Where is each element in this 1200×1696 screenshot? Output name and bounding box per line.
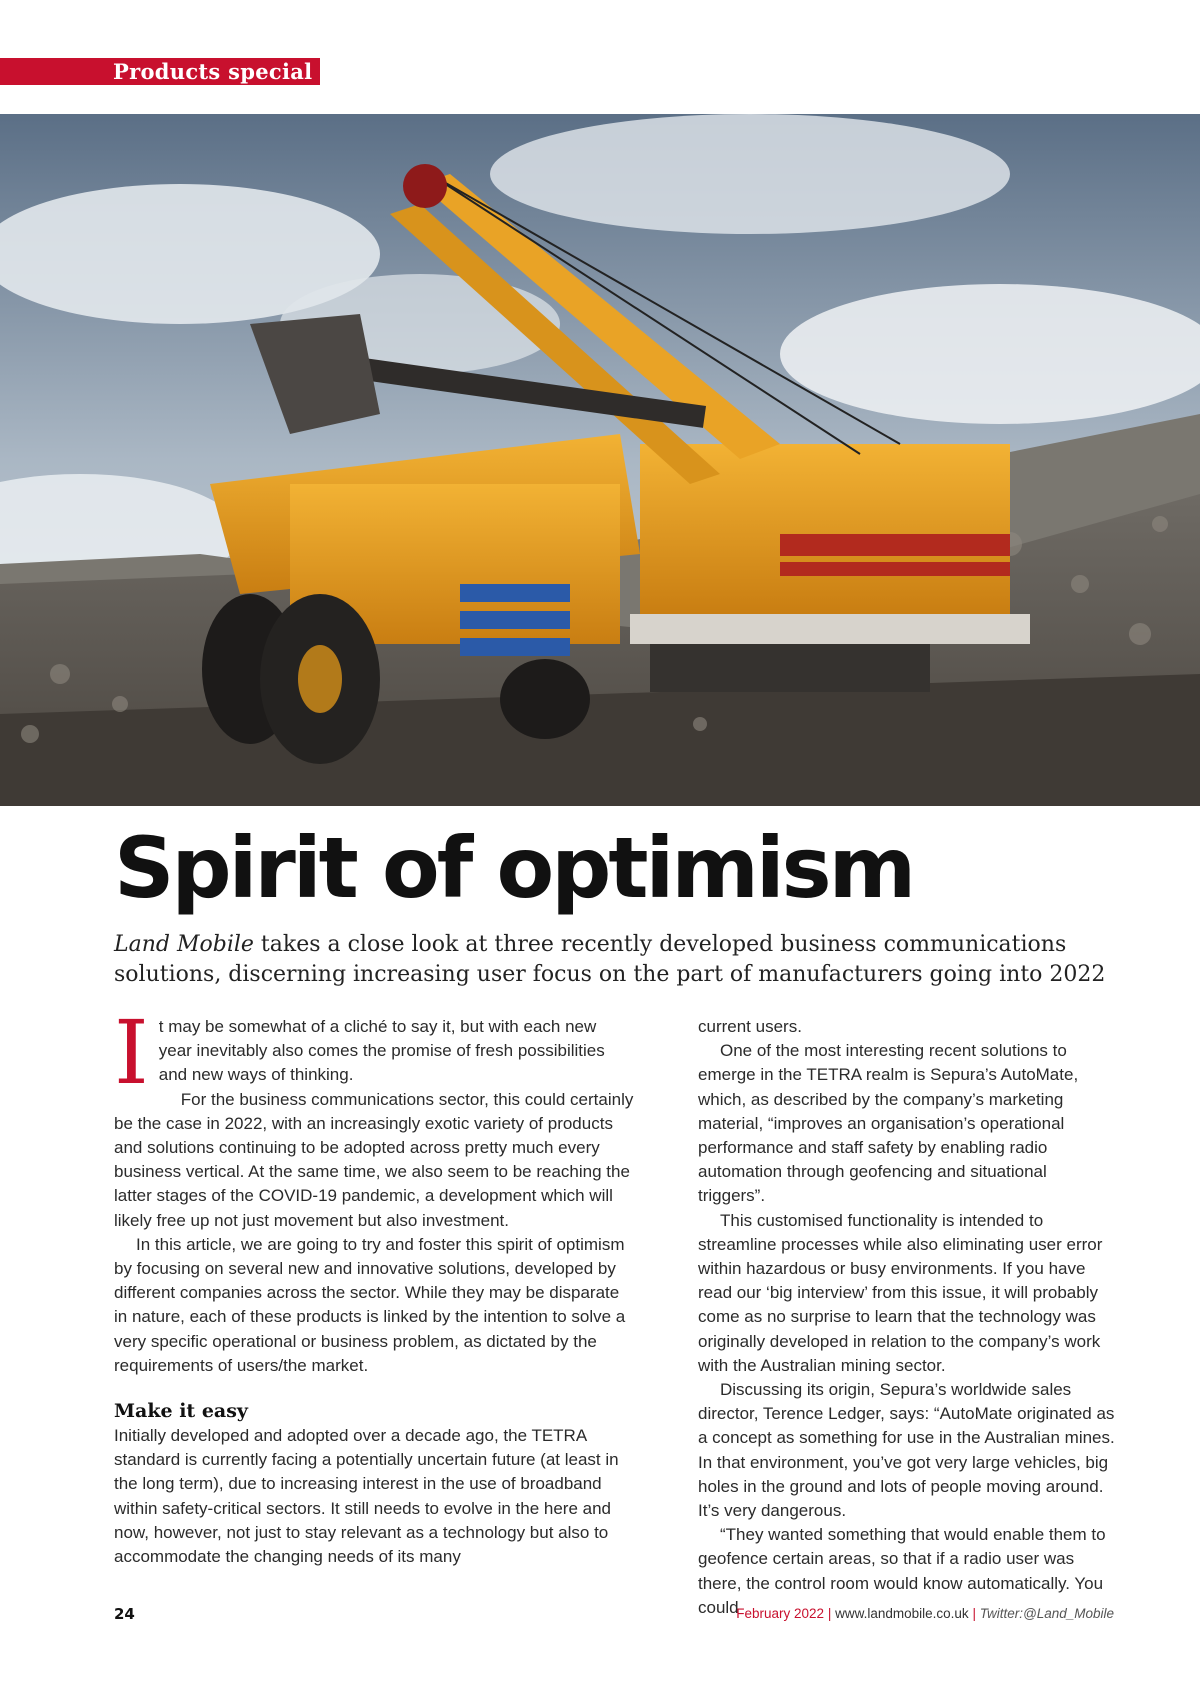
paragraph-text: t may be somewhat of a cliché to say it, but with each new year inevitably also comes the promise of fresh possibilities and new ways of thinking. [158,1017,605,1085]
drop-cap: I [114,1001,149,1104]
section-tag: Products special [0,58,320,85]
headline: Spirit of optimism [114,819,914,917]
mining-excavator-photo-icon [0,114,1200,806]
paragraph: For the business communications sector, this could certainly be the case in 2022, with an increasingly exotic variety of products and solutions continuing to be adopted across pretty much every business vertical. At the same time, we also seem to be reaching the latter stages of the COVID-19 pandemic, a development which will likely free up not just movement but also investment. [114,1089,634,1230]
twitter-handle[interactable]: Twitter:@Land_Mobile [979,1606,1114,1621]
issue-date: February 2022 [736,1606,825,1621]
subheading: Make it easy [114,1400,248,1423]
paragraph: Initially developed and adopted over a decade ago, the TETRA standard is currently facing a potentially uncertain future (at least in the long term), due to increasing interest in the use of broadband within safety-critical sectors. It still needs to evolve in the here and now, however, not just to stay relevant as a technology but also to accommodate the changing needs of its many [114,1426,619,1567]
paragraph [114,1001,634,1104]
paragraph: In this article, we are going to try and foster this spirit of optimism by focusing on several new and innovative solutions, developed by different companies across the sector. While they may be disparate in nature, each of these products is linked by the intention to solve a very specific operational or business problem, as dictated by the requirements of users/the market. [114,1234,626,1375]
paragraph: This customised functionality is intended to streamline processes while also eliminating user error within hazardous or busy environments. If you have read our ‘big interview’ from this issue, it will probably come as no surprise to learn that the technology was originally developed in relation to the company’s work with the Australian mining sector. [698,1210,1103,1375]
standfirst-text: takes a close look at three recently developed business communications solutions, discerning increasing user focus on the part of manufacturers going into 2022 [114,932,1106,987]
page-number: 24 [114,1605,135,1623]
paragraph: “They wanted something that would enable them to geofence certain areas, so that if a radio user was there, the control room would know automatically. You could [698,1525,1106,1617]
left-column [114,1001,634,1569]
separator: | [972,1606,976,1621]
publication-name: Land Mobile [114,932,254,957]
hero-photo [0,114,1200,806]
footer-credits [736,1606,1114,1621]
paragraph: Discussing its origin, Sepura’s worldwide sales director, Terence Ledger, says: “AutoMate originated as a concept as something for use in the Australian mines. In that environment, you’ve got very large vehicles, big holes in the ground and lots of people moving around. It’s very dangerous. [698,1380,1115,1521]
standfirst [114,930,1114,990]
separator: | [827,1606,832,1621]
right-column [698,1015,1118,1620]
paragraph: current users. [698,1017,802,1036]
website-link[interactable]: www.landmobile.co.uk [835,1606,969,1621]
paragraph: One of the most interesting recent solutions to emerge in the TETRA realm is Sepura’s AutoMate, which, as described by the company’s marketing material, “improves an organisation’s operational performance and staff safety by enabling radio automation through geofencing and situational triggers”. [698,1041,1079,1206]
